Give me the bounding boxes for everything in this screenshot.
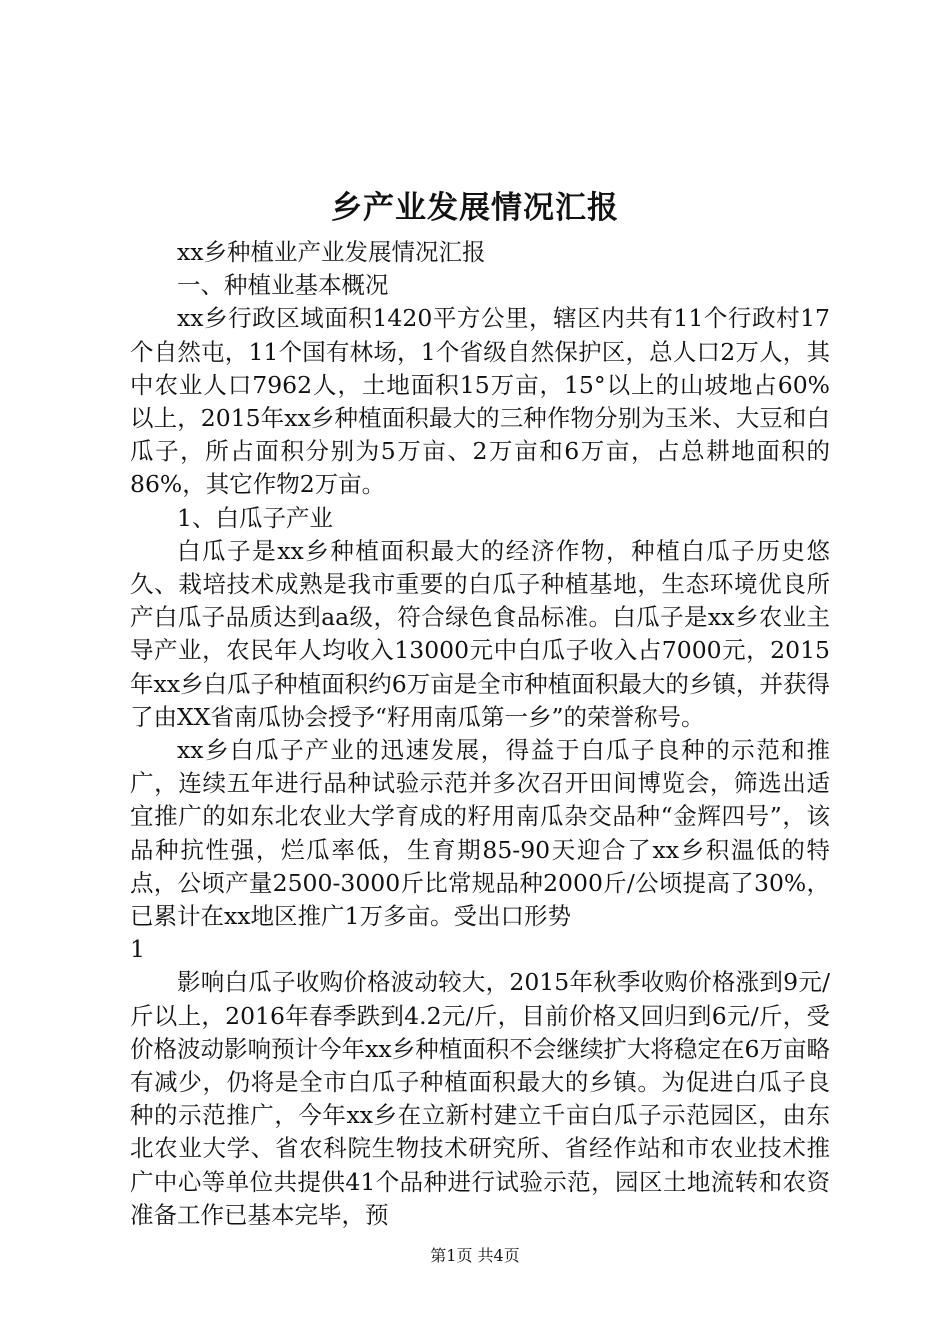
- document-body: [130, 236, 830, 1232]
- paragraph-pumpkin-seed-development: xx乡白瓜子产业的迅速发展，得益于白瓜子良种的示范和推广，连续五年进行品种试验示范并多次召开田间博览会，筛选出适宜推广的如东北农业大学育成的籽用南瓜杂交品种“金辉四号”，该品种抗性强，烂瓜率低，生育期85-90天迎合了xx乡积温低的特点，公顷产量2500-3000斤比常规品种2000斤/公顷提高了30%，已累计在xx地区推广1万多亩。受出口形势: [130, 736, 830, 931]
- paragraph-section-heading: 一、种植业基本概况: [177, 271, 389, 300]
- document-title: 乡产业发展情况汇报: [331, 190, 619, 226]
- page-footer: 第1页 共4页: [430, 1246, 520, 1265]
- paragraph-pumpkin-seed-intro: 白瓜子是xx乡种植面积最大的经济作物，种植白瓜子历史悠久、栽培技术成熟是我市重要的白瓜子种植基地，生态环境优良所产白瓜子品质达到aa级，符合绿色食品标准。白瓜子是xx乡农业主导产业，农民年人均收入13000元中白瓜子收入占7000元，2015年xx乡白瓜子种植面积约6万亩是全市种植面积最大的乡镇，并获得了由XX省南瓜协会授予“籽用南瓜第一乡”的荣誉称号。: [130, 536, 830, 731]
- paragraph-overview: xx乡行政区域面积1420平方公里，辖区内共有11个行政村17个自然屯，11个国有林场，1个省级自然保护区，总人口2万人，其中农业人口7962人，土地面积15万亩，15°以上的山坡地占60%以上，2015年xx乡种植面积最大的三种作物分别为玉米、大豆和白瓜子，所占面积分别为5万亩、2万亩和6万亩，占总耕地面积的86%，其它作物2万亩。: [130, 304, 830, 499]
- paragraph-subtitle: xx乡种植业产业发展情况汇报: [177, 238, 486, 266]
- paragraph-price-fluctuation: 影响白瓜子收购价格波动较大，2015年秋季收购价格涨到9元/斤以上，2016年春季跌到4.2元/斤，目前价格又回归到6元/斤，受价格波动影响预计今年xx乡种植面积不会继续扩大将稳定在6万亩略有减少，仍将是全市白瓜子种植面积最大的乡镇。为促进白瓜子良种的示范推广，今年xx乡在立新村建立千亩白瓜子示范园区，由东北农业大学、省农科院生物技术研究所、省经作站和市农业技术推广中心等单位共提供41个品种进行试验示范，园区土地流转和农资准备工作已基本完毕，预: [130, 968, 830, 1229]
- paragraph-subsection-heading: 1、白瓜子产业: [177, 503, 333, 532]
- paragraph-stray-number: 1: [130, 935, 145, 964]
